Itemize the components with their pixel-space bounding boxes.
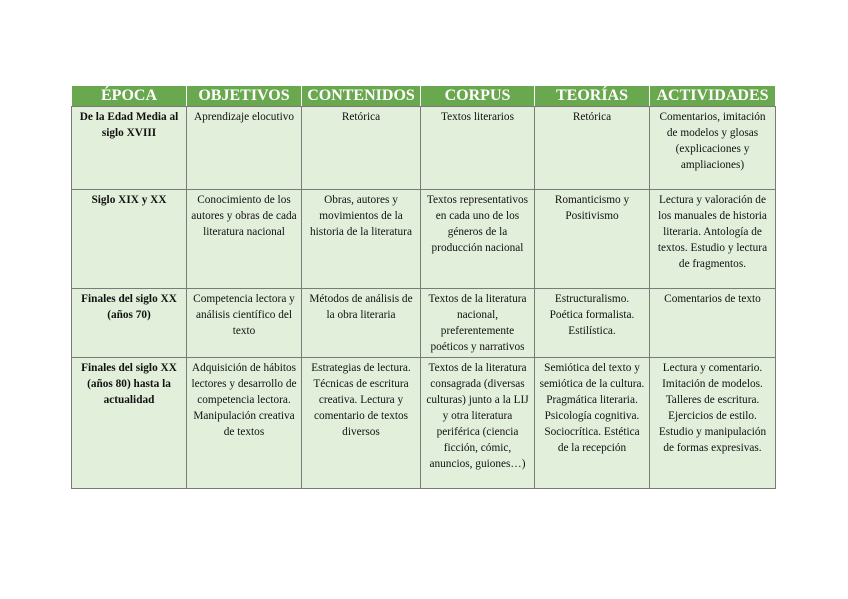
- cell-teorias: Romanticismo y Positivismo: [535, 190, 650, 289]
- header-actividades: ACTIVIDADES: [650, 86, 776, 107]
- cell-corpus: Textos de la literatura nacional, preferentemente poéticos y narrativos: [421, 289, 535, 358]
- table-header-row: [72, 86, 776, 107]
- header-teorias: TEORÍAS: [535, 86, 650, 107]
- cell-contenidos: Métodos de análisis de la obra literaria: [302, 289, 421, 358]
- table-row: [72, 358, 776, 489]
- cell-actividades: Comentarios, imitación de modelos y glosas (explicaciones y ampliaciones): [650, 107, 776, 190]
- cell-teorias: Estructuralismo. Poética formalista. Estilística.: [535, 289, 650, 358]
- table-row: [72, 289, 776, 358]
- cell-teorias: Semiótica del texto y semiótica de la cultura. Pragmática literaria. Psicología cognitiva. Sociocrítica. Estética de la recepción: [535, 358, 650, 489]
- cell-epoca: Finales del siglo XX (años 80) hasta la actualidad: [72, 358, 187, 489]
- cell-objetivos: Adquisición de hábitos lectores y desarrollo de competencia lectora. Manipulación creativa de textos: [187, 358, 302, 489]
- cell-contenidos: Obras, autores y movimientos de la historia de la literatura: [302, 190, 421, 289]
- cell-teorias: Retórica: [535, 107, 650, 190]
- header-contenidos: CONTENIDOS: [302, 86, 421, 107]
- cell-corpus: Textos representativos en cada uno de los géneros de la producción nacional: [421, 190, 535, 289]
- cell-contenidos: Estrategias de lectura. Técnicas de escritura creativa. Lectura y comentario de textos diversos: [302, 358, 421, 489]
- cell-epoca: Finales del siglo XX (años 70): [72, 289, 187, 358]
- header-epoca: ÉPOCA: [72, 86, 187, 107]
- cell-objetivos: Competencia lectora y análisis científico del texto: [187, 289, 302, 358]
- cell-epoca: De la Edad Media al siglo XVIII: [72, 107, 187, 190]
- cell-corpus: Textos literarios: [421, 107, 535, 190]
- header-objetivos: OBJETIVOS: [187, 86, 302, 107]
- cell-epoca: Siglo XIX y XX: [72, 190, 187, 289]
- cell-actividades: Lectura y valoración de los manuales de historia literaria. Antología de textos. Estudio y lectura de fragmentos.: [650, 190, 776, 289]
- cell-objetivos: Aprendizaje elocutivo: [187, 107, 302, 190]
- header-corpus: CORPUS: [421, 86, 535, 107]
- cell-actividades: Lectura y comentario. Imitación de modelos. Talleres de escritura. Ejercicios de estilo. Estudio y manipulación de formas expresivas.: [650, 358, 776, 489]
- table-row: [72, 190, 776, 289]
- cell-objetivos: Conocimiento de los autores y obras de cada literatura nacional: [187, 190, 302, 289]
- table-row: [72, 107, 776, 190]
- cell-contenidos: Retórica: [302, 107, 421, 190]
- cell-actividades: Comentarios de texto: [650, 289, 776, 358]
- cell-corpus: Textos de la literatura consagrada (diversas culturas) junto a la LIJ y otra literatura periférica (ciencia ficción, cómic, anuncios, guiones…): [421, 358, 535, 489]
- literature-teaching-table: [71, 85, 776, 489]
